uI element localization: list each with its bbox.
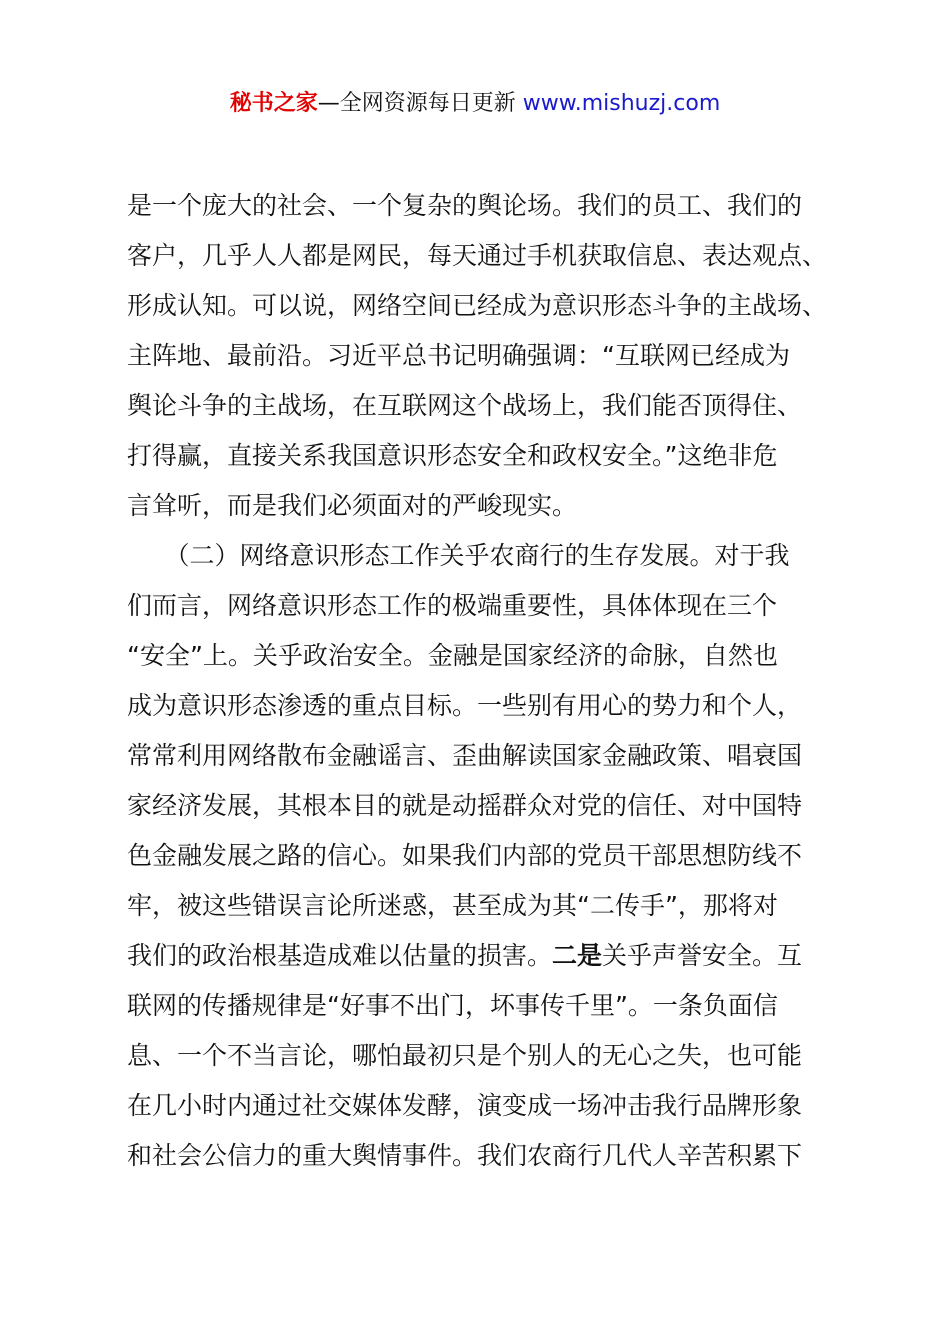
text-line: 在几小时内通过社交媒体发酵，演变成一场冲击我行品牌形象 [127,1091,803,1120]
text-line: 家经济发展，其根本目的就是动摇群众对党的信任、对中国特 [127,791,803,820]
text-line: 成为意识形态渗透的重点目标。一些别有用心的势力和个人， [127,691,803,720]
text-line: 息、一个不当言论，哪怕最初只是个别人的无心之失，也可能 [127,1041,803,1070]
brand-name: 秘书之家 [229,91,318,116]
document-body [127,181,847,1181]
text-line: 主阵地、最前沿。习近平总书记明确强调：“互联网已经成为 [127,341,790,370]
text-line: 和社会公信力的重大舆情事件。我们农商行几代人辛苦积累下 [127,1141,803,1170]
text-line: 形成认知。可以说，网络空间已经成为意识形态斗争的主战场、 [127,291,828,320]
text-line-with-emphasis [127,931,847,981]
text-line: 是一个庞大的社会、一个复杂的舆论场。我们的员工、我们的 [127,191,803,220]
text-line: 联网的传播规律是“好事不出门，坏事传千里”。一条负面信 [127,991,778,1020]
page-header [0,88,950,120]
text-line: 舆论斗争的主战场，在互联网这个战场上，我们能否顶得住、 [127,391,803,420]
section-heading-line: （二）网络意识形态工作关乎农商行的生存发展。对于我 [127,541,790,570]
text-line: 牢，被这些错误言论所迷惑，甚至成为其“二传手”，那将对 [127,891,778,920]
line-text-before: 我们的政治根基造成难以估量的损害。 [127,941,553,970]
text-line: 客户，几乎人人都是网民，每天通过手机获取信息、表达观点、 [127,241,828,270]
header-tagline: —全网资源每日更新 [317,91,523,116]
text-line: “安全”上。关乎政治安全。金融是国家经济的命脉，自然也 [127,641,778,670]
site-url: www.mishuzj.com [522,91,721,116]
emphasis-text: 二是 [552,941,603,970]
text-line: 言耸听，而是我们必须面对的严峻现实。 [127,491,578,520]
text-line: 打得赢，直接关系我国意识形态安全和政权安全。”这绝非危 [127,441,778,470]
line-text-after: 关乎声誉安全。互 [602,941,803,970]
text-line: 色金融发展之路的信心。如果我们内部的党员干部思想防线不 [127,841,803,870]
text-line: 们而言，网络意识形态工作的极端重要性，具体体现在三个 [127,591,778,620]
text-line: 常常利用网络散布金融谣言、歪曲解读国家金融政策、唱衰国 [127,741,803,770]
